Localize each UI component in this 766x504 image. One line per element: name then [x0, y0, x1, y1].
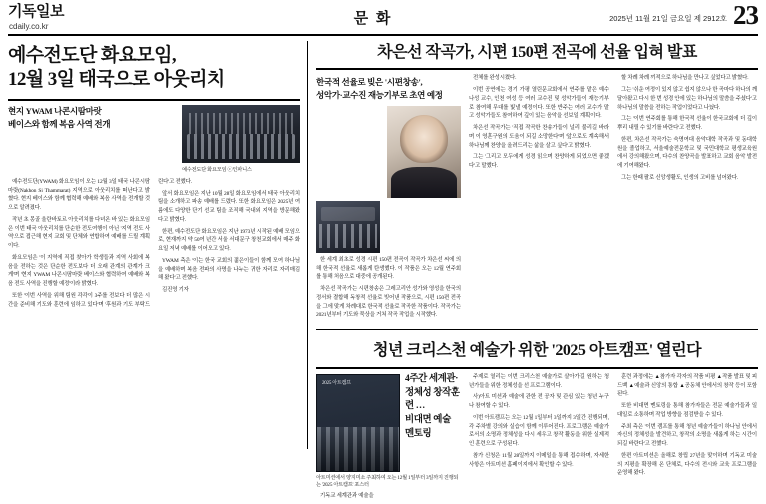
composer-portrait-photo — [387, 106, 461, 198]
paragraph: 훈련 과정에는 ▲참가자 각자의 작품 비평 ▲작품 발표 및 피드백 ▲예술과 신앙의 통합 ▲공동체 안에서의 창작 등이 포함된다. — [617, 373, 757, 398]
bottom-body-col3 — [617, 373, 757, 478]
left-deck-photo-row — [8, 105, 300, 165]
top-right-body-col3 — [617, 74, 757, 182]
top-right-col2 — [469, 74, 609, 323]
top-right-col1 — [316, 74, 461, 323]
paragraph: 주제로 열리는 이번 크리스천 예술가로 살아가길 원하는 청년가들을 위한 정체성을 선 프로그램이다. — [469, 373, 609, 389]
deck-line1: 한국적 선율로 빚은 '시편창송', — [316, 77, 423, 88]
artcamp-poster — [316, 374, 400, 472]
paragraph: 차은선 작곡가는 '직접 작곡한 찬송가들이 널리 불리길 바라며 이 영혼구원의 도움이 되길 소망한다'며 '앞으로도 계속해서 하나님께 찬양을 올려드리는 삶을 살고 싶다'고 밝혔다. — [469, 125, 609, 149]
paragraph: 참가 신청은 11월 28일까지 이메일을 통해 접수하며, 자세한 사항은 아트미션 홈페이지에서 확인할 수 있다. — [469, 452, 609, 468]
bottom-headline: 청년 크리스천 예술가 위한 '2025 아트캠프' 열린다 — [372, 342, 702, 360]
group-photo-image — [182, 105, 300, 163]
paragraph: 차은선 작곡가는 시편창송은 그레고리안 성가와 영성을 한국의 정서와 결합해 독창적 선율로 빚어낸 작품으로, 시편 150편 전곡을 그에 맞게 차례대로 한국적 선율로 작곡한 작품이다. 작곡가는 2021년부터 기도와 묵상을 거쳐 작곡 작업을 시작했다. — [316, 286, 461, 319]
paragraph: YWAM 측은 '이는 한국 교회의 젊은이들이 함께 모여 하나님을 예배하며 복음 전파의 사명을 나누는 귀한 자리로 자리매김해 왔다'고 전했다. — [158, 257, 300, 282]
paragraph: 기독교 세계관과 예술을 — [320, 493, 374, 500]
section-title: 문 화 — [353, 11, 393, 27]
bottom-col1 — [316, 373, 461, 504]
left-headline — [8, 44, 300, 93]
left-deck-line1: 현지 YWAM 나콘시땀마랏 — [8, 105, 102, 116]
top-right-body-col1 — [316, 256, 461, 320]
paragraph: 앞서 화요모임은 지난 10월 28일 화요모임에서 태국 아웃리치 팀을 소개하고 파송 예배를 드렸다. 또한 화요모임은 2025년 여름에도 다양한 단기 선교 팀을 조직해 국내외 지역을 방문해왔다고 밝혔다. — [158, 190, 300, 223]
top-right-article — [316, 41, 758, 324]
deck-line2: 성악가·교수진 재능기부로 초연 예정 — [316, 90, 443, 101]
paragraph: 한편, 차은선 작곡가는 숙명여대 음악대학 작곡과 및 동대학원을 졸업하고, 서울예술전문학교 및 국민대학교 평생교육원에서 강의해왔으며, 다수의 찬양곡을 발표하고 교회 음악 발전에 기여해왔다. — [617, 136, 757, 170]
masthead-right-block — [568, 0, 758, 30]
page-content — [8, 41, 758, 500]
paragraph: 이번 아트캠프는 오는 12월 1일부터 3일까지 3일간 진행되며, 각 주차별 강의와 실습이 함께 이루어진다. 프로그램은 예술가로서의 소명과 정체성을 다시 세우고 창작 활동을 위한 실제적인 훈련으로 구성된다. — [469, 414, 609, 448]
paragraph: 한편, 예수전도단 화요모임은 지난 1973년 시작된 예배 모임으로, 현재까지 약 50여 년간 서울 서대문구 창천교회에서 매주 화요일 저녁 예배를 이어오고 있다. — [158, 228, 300, 253]
poster-title-text: 2025 아트캠프 — [322, 380, 351, 386]
left-article — [8, 41, 308, 449]
issue-date: 2025년 11월 21일 금요일 제 2912호 — [609, 13, 727, 23]
paragraph: 한 세계 최초로 성경 시편 150편 전곡이 작곡가 차은선 씨에 의해 한국적 선율로 새롭게 탄생했다. 이 작품은 오는 12월 연주회를 통해 처음으로 대중에 공개된다. — [316, 256, 461, 281]
left-deck-line2: 베이스와 함께 복음 사역 전개 — [8, 118, 111, 129]
poster-caption: 아트미션에서 양지미소 주최하여 오는 12월 1일부터 3일까지 진행되는 '2025 아트캠프' 포스터 — [316, 474, 459, 489]
paragraph: 할 차례 차례 끼적으로 하나님을 만나고 싶었다고 밝혔다. — [621, 75, 749, 82]
paragraph: 예수전도단(YWAM) 화요모임이 오는 12월 3일 태국 나콘시땀마랏(Nakhon Si Thammarat) 지역으로 아웃리치를 떠난다고 밝혔다. 현지 베이스와 함께 협력해 예배와 복음 사역을 전개할 것으로 알려졌다. — [8, 178, 150, 212]
masthead — [8, 0, 758, 36]
concert-photo — [316, 201, 380, 253]
paragraph: 주최 측은 '이번 캠프를 통해 청년 예술가들이 하나님 안에서 자신의 정체성을 발견하고, 창작의 소명을 새롭게 하는 시간이 되길 바란다'고 전했다. — [617, 423, 757, 448]
left-headline-line2: 12월 3일 태국으로 아웃리치 — [8, 69, 225, 91]
bottom-col3 — [617, 373, 757, 504]
byline: 김진영 기자 — [162, 287, 189, 294]
paragraph: 이번 공연에는 경기 가평 열린문교회에서 연주를 맡은 예수 나성 교수, 인천 여성 등 여러 교수진 및 성악가들이 재능기부로 참여해 무대를 빛낼 예정이다. 또한 반주는 여러 교수가 맡고 성악가들도 참여하여 깊이 있는 음악을 선보일 계획이다. — [469, 87, 609, 120]
left-article-photo — [182, 105, 300, 163]
left-photo-caption: 예수전도단 화요모임 ⓒ인파니스 — [182, 166, 252, 173]
paragraph: 그는 '이번 연주회를 통해 한국적 선율이 한국교회에 더 깊이 뿌리 내릴 수 있기를 바란다'고 전했다. — [617, 116, 757, 132]
newspaper-logo: 기독일보 — [8, 4, 64, 20]
paragraph: 그는 '그리고 모두에게 성경 읽으며 찬양하게 되었으면 좋겠다'고 말했다. — [469, 154, 609, 170]
section-divider — [316, 329, 758, 330]
page-number: 23 — [733, 0, 758, 30]
bottom-body-col2 — [469, 373, 609, 470]
right-column — [308, 41, 758, 500]
paragraph: 한편 아트미션은 올해로 창립 27년을 맞이하며 기독교 미술의 지평을 확장해 온 단체로, 다수의 전시와 교육 프로그램을 운영해 왔다. — [617, 452, 757, 477]
bottom-col2 — [469, 373, 609, 504]
newspaper-url: cdaily.co.kr — [9, 21, 49, 31]
poster-image-band — [317, 427, 399, 471]
paragraph: 전체를 완성시켰다. — [473, 75, 517, 82]
left-headline-line1: 예수전도단 화요모임, — [8, 44, 177, 66]
top-right-photos — [316, 106, 461, 256]
top-right-rule — [316, 68, 758, 70]
paragraph: 사)아트 미션과 예술에 관한 전 공자 및 관심 있는 청년 누구나 참여할 수 있다. — [469, 394, 609, 410]
subhead-line2: 정체성 창작훈련 … — [405, 387, 460, 412]
paragraph: 그는 '쉬운 여정이 있지 않고 쉽지 않으나 한 곡마다 하나의 깨달아왔고 다시 한 번 성경 안에 있는 하나님의 말씀을 주셨다'고 하나님의 말씀을 전하는 작업이었다고 나눴다. — [617, 87, 757, 111]
bottom-article — [316, 339, 758, 504]
paragraph: 또한 비대면 멘토링을 통해 참가자들은 전문 예술가들과 일대일로 소통하며 작업 방향을 점검받을 수 있다. — [617, 403, 757, 418]
subhead-line1: 4주간 세계관· — [405, 373, 458, 384]
left-body-text — [8, 178, 300, 310]
top-right-deck — [316, 76, 461, 102]
top-right-body-col2 — [469, 74, 609, 171]
paragraph: 작년 초 몽골 울란바토르 아웃리치를 다녀온 바 있는 화요모임은 이번 태국 아웃리치를 단순한 전도여행이 아닌 '지역 전도 사역'으로 접근해 현지 교회 및 단체와 연합하여 예배를 드릴 계획이다. — [8, 216, 150, 250]
paragraph: 화요모임은 '이 지역에 직접 찾아가 학생들과 지역 사회에 복음을 전하는 것은 단순한 전도보다 더 오래 관계의 관계가 크게'며 '현지 YWAM 나콘시땀마랏 베이스와 협력하여 예배와 복음 전도 사역을 진행할 예정'이라 밝혔다. — [8, 254, 150, 288]
paragraph: 또한 '이번 사역을 위해 팀원 각각이 3주를 전보다 더 많은 시간을 준비해 기도와 훈련에 임하고 있다'며 '후원과 기도 부탁드린다'고 전했다. — [8, 178, 193, 308]
top-right-col3 — [617, 74, 757, 323]
top-right-headline: 차은선 작곡가, 시편 150편 전곡에 선율 입혀 발표 — [377, 43, 697, 61]
bottom-body-col1 — [316, 492, 461, 501]
masthead-logo-block — [8, 4, 178, 31]
bottom-rule — [316, 367, 758, 369]
paragraph: 그는 한때 팔로 신앙생활도, 인생의 고비를 넘어왔다. — [621, 174, 739, 181]
left-rule — [8, 99, 300, 101]
subhead-line3: 비대면 예술 멘토링 — [405, 415, 451, 439]
